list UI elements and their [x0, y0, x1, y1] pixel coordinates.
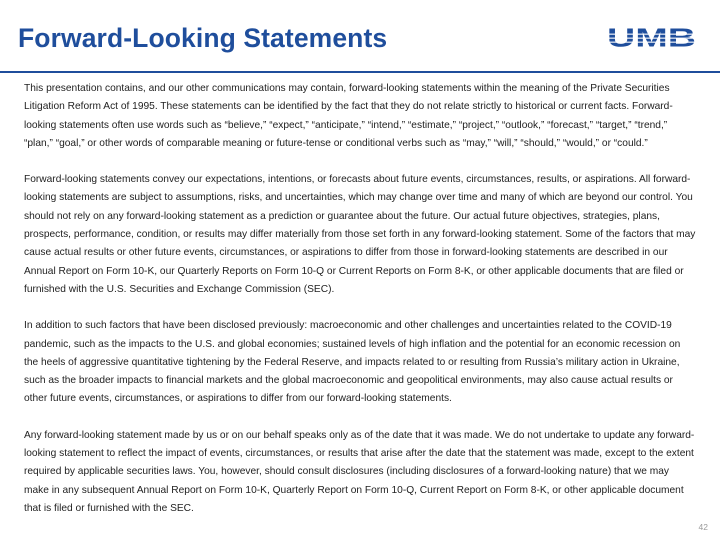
page-title: Forward-Looking Statements — [18, 23, 388, 53]
header-divider — [0, 71, 720, 73]
umb-logo — [606, 26, 697, 50]
paragraph-risk-factors: In addition to such factors that have been disclosed previously: macroeconomic and other challenges and uncertainties related to the COVID-19 pandemic, such as the impacts to the U.S. and global economies; sustained levels of high inflation and the potential for an economic recession on the heels of aggressive quantitative tightening by the Federal Reserve, and impacts related to or resulting from Russia’s military action in Ukraine, such as the broader impacts to financial markets and the global macroeconomic and geopolitical environments, may also cause actual results or other future events, circumstances, or aspirations to differ from our forward-looking statements. — [24, 320, 681, 405]
paragraph-intro: This presentation contains, and our other communications may contain, forward-looking statements within the meaning of the Private Securities Litigation Reform Act of 1995. These statements can be identified by the fact that they do not relate strictly to historical or current facts. Forward-looking statements often use words such as “believe,” “expect,” “anticipate,” “intend,” “estimate,” “project,” “outlook,” “forecast,” “target,” “trend,” “plan,” “goal,” or other words of comparable meaning or future-tense or conditional verbs such as “may,” “will,” “should,” “would,” or “could.” — [24, 83, 673, 149]
paragraph-updates: Any forward-looking statement made by us or on our behalf speaks only as of the date that it was made. We do not undertake to update any forward-looking statement to reflect the impact of events, circumstances, or results that arise after the date that the statement was made, except to the extent required by applicable securities laws. You, however, should consult disclosures (including disclosures of a forward-looking nature) that we may make in any subsequent Annual Report on Form 10-K, Quarterly Report on Form 10-Q, Current Report on Form 8-K, or other applicable document that is filed or furnished with the SEC. — [24, 429, 695, 514]
paragraph-expectations: Forward-looking statements convey our expectations, intentions, or forecasts about future events, circumstances, results, or aspirations. All forward-looking statements are subject to assumptions, risks, and uncertainties, which may change over time and many of which are beyond our control. You should not rely on any forward-looking statement as a prediction or guarantee about the future. Our actual future objectives, strategies, plans, prospects, performance, condition, or results may differ materially from those set forth in any forward-looking statement. Some of the factors that may cause actual results or other future events, circumstances, or aspirations to differ from those in forward-looking statements are described in our Annual Report on Form 10-K, our Quarterly Reports on Form 10-Q or Current Reports on Form 8-K, or other applicable documents that are filed or furnished with the U.S. Securities and Exchange Commission (SEC). — [24, 174, 696, 295]
page-number: 42 — [698, 522, 708, 532]
statement-body — [24, 80, 696, 518]
